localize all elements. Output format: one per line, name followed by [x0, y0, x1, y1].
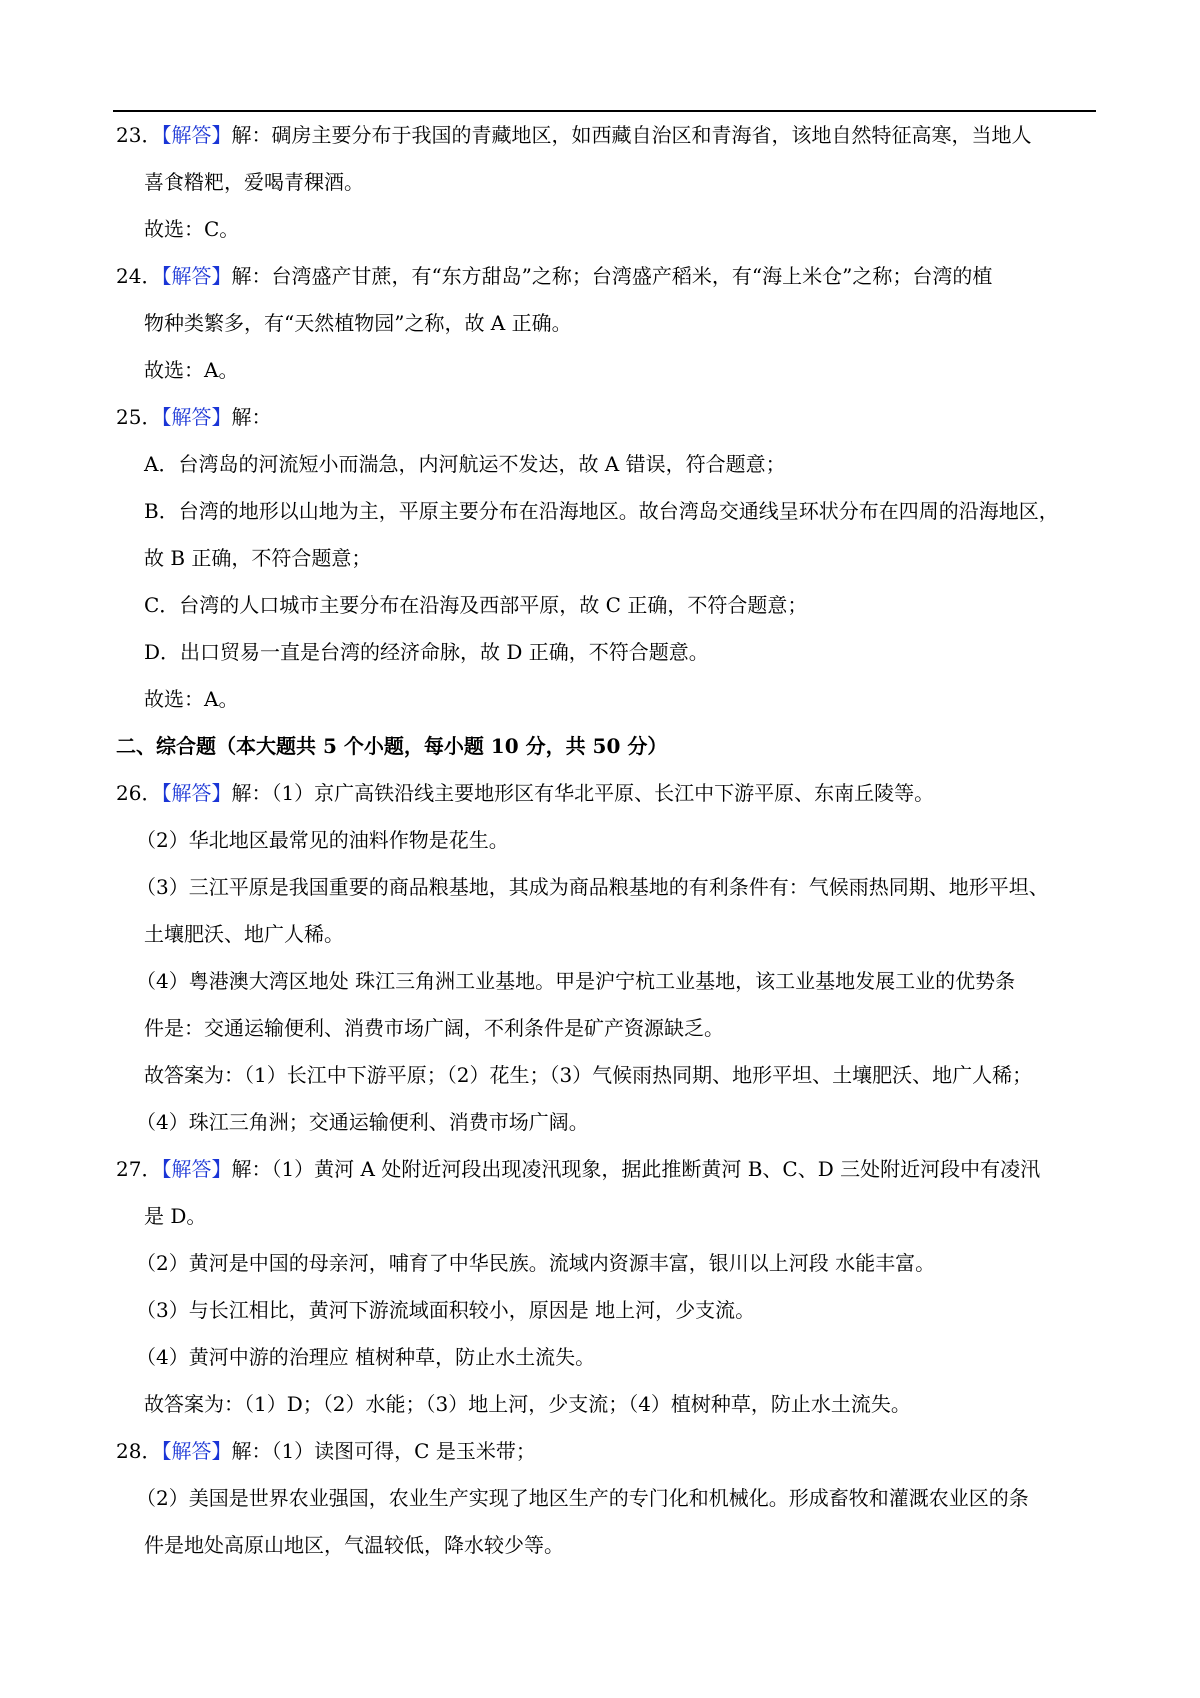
answer-line: A．台湾岛的河流短小而湍急，内河航运不发达，故 A 错误，符合题意；: [144, 452, 786, 476]
answer-document-body: [0, 112, 1200, 1569]
answer-text: 解：（1）读图可得，C 是玉米带；: [231, 1439, 536, 1463]
answer-line: B．台湾的地形以山地为主，平原主要分布在沿海地区。故台湾岛交通线呈环状分布在四周的沿海地区，: [144, 499, 1059, 523]
section-heading: 二、综合题（本大题共 5 个小题，每小题 10 分，共 50 分）: [116, 734, 668, 758]
answer-text: 解：: [231, 405, 272, 429]
answer-line: 土壤肥沃、地广人稀。: [144, 922, 344, 946]
question-answer-line: [0, 112, 1200, 159]
answer-line: 件是：交通运输便利、消费市场广阔，不利条件是矿产资源缺乏。: [144, 1016, 724, 1040]
question-number: 24．: [116, 264, 162, 288]
answer-tag: 【解答】: [161, 1157, 232, 1181]
answer-line: 故选：A。: [144, 687, 239, 711]
sub-answer-line: （2）美国是世界农业强国，农业生产实现了地区生产的专门化和机械化。形成畜牧和灌溉农业区的条: [136, 1486, 1029, 1510]
question-answer-line: [0, 770, 1200, 817]
question-number: 28．: [116, 1439, 162, 1463]
answer-tag: 【解答】: [161, 781, 232, 805]
question-answer-line: [0, 1146, 1200, 1193]
question-answer-line: [0, 1428, 1200, 1475]
answer-line: 故选：C。: [144, 217, 240, 241]
answer-line: 故答案为：（1）长江中下游平原；（2）花生；（3）气候雨热同期、地形平坦、土壤肥沃、地广人稀；: [144, 1063, 1033, 1087]
answer-line: 件是地处高原山地区，气温较低，降水较少等。: [144, 1533, 564, 1557]
answer-line: C．台湾的人口城市主要分布在沿海及西部平原，故 C 正确，不符合题意；: [144, 593, 808, 617]
answer-tag: 【解答】: [161, 264, 232, 288]
sub-answer-line: （2）华北地区最常见的油料作物是花生。: [136, 828, 509, 852]
answer-tag: 【解答】: [161, 405, 232, 429]
answer-line: 物种类繁多，有“天然植物园”之称，故 A 正确。: [144, 311, 572, 335]
sub-answer-line: （4）粤港澳大湾区地处 珠江三角洲工业基地。甲是沪宁杭工业基地，该工业基地发展工业的优势条: [136, 969, 1016, 993]
question-number: 23．: [116, 123, 162, 147]
answer-line: 喜食糌粑，爱喝青稞酒。: [144, 170, 364, 194]
answer-line: 故答案为：（1）D；（2）水能；（3）地上河，少支流；（4）植树种草，防止水土流失。: [144, 1392, 911, 1416]
sub-answer-line: （3）三江平原是我国重要的商品粮基地，其成为商品粮基地的有利条件有：气候雨热同期、地形平坦、: [136, 875, 1049, 899]
answer-line: 是 D。: [144, 1204, 207, 1228]
question-number: 26．: [116, 781, 162, 805]
question-answer-line: [0, 253, 1200, 300]
answer-tag: 【解答】: [161, 123, 232, 147]
answer-line: 故选：A。: [144, 358, 239, 382]
answer-text: 解：（1）京广高铁沿线主要地形区有华北平原、长江中下游平原、东南丘陵等。: [231, 781, 935, 805]
sub-answer-line: （2）黄河是中国的母亲河，哺育了中华民族。流域内资源丰富，银川以上河段 水能丰富。: [136, 1251, 936, 1275]
question-answer-line: [0, 394, 1200, 441]
sub-answer-line: （3）与长江相比，黄河下游流域面积较小，原因是 地上河，少支流。: [136, 1298, 756, 1322]
sub-answer-line: （4）黄河中游的治理应 植树种草，防止水土流失。: [136, 1345, 596, 1369]
question-number: 25．: [116, 405, 162, 429]
answer-line: D．出口贸易一直是台湾的经济命脉，故 D 正确，不符合题意。: [144, 640, 709, 664]
answer-tag: 【解答】: [161, 1439, 232, 1463]
answer-text: 解：台湾盛产甘蔗，有“东方甜岛”之称；台湾盛产稻米，有“海上米仓”之称；台湾的植: [231, 264, 993, 288]
answer-line: 故 B 正确，不符合题意；: [144, 546, 372, 570]
answer-text: 解：（1）黄河 A 处附近河段出现凌汛现象，据此推断黄河 B、C、D 三处附近河段中有凌汛: [231, 1157, 1041, 1181]
sub-answer-line: （4）珠江三角洲；交通运输便利、消费市场广阔。: [136, 1110, 589, 1134]
answer-text: 解：碉房主要分布于我国的青藏地区，如西藏自治区和青海省，该地自然特征高寒，当地人: [231, 123, 1032, 147]
question-number: 27．: [116, 1157, 162, 1181]
